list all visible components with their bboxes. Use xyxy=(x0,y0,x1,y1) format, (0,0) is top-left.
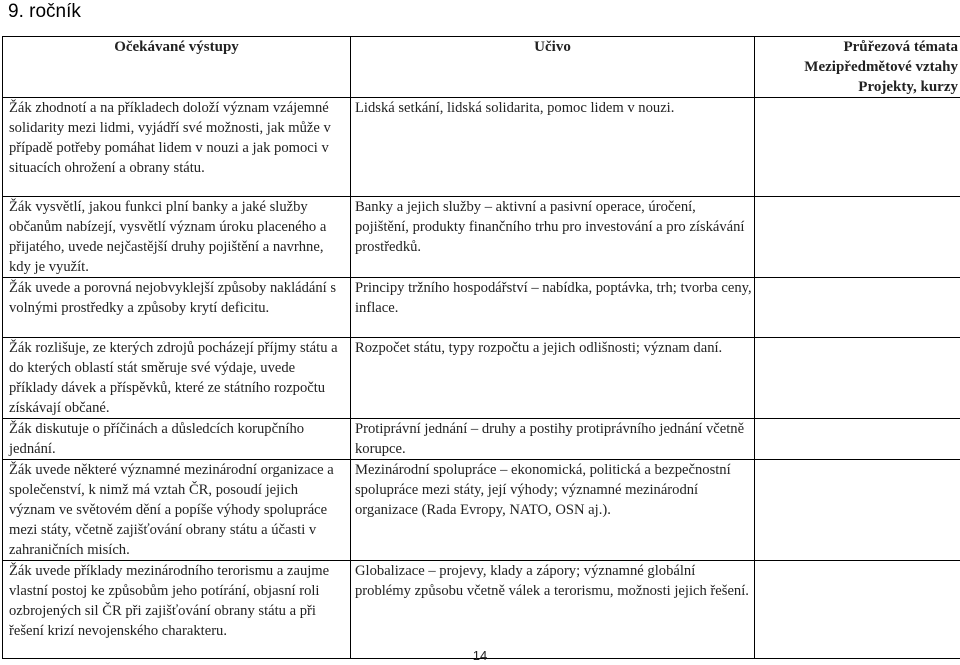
table-row xyxy=(3,278,960,338)
column-header-outcomes: Očekávané výstupy xyxy=(3,37,351,98)
table-row xyxy=(3,561,960,659)
topics-cell xyxy=(755,278,960,338)
content-cell: Principy tržního hospodářství – nabídka, poptávka, trh; tvorba ceny, inflace. xyxy=(351,278,755,338)
topics-cell xyxy=(755,197,960,278)
table-header-row xyxy=(3,37,960,98)
column-header-content: Učivo xyxy=(351,37,755,98)
curriculum-table xyxy=(2,36,960,659)
outcome-cell: Žák diskutuje o příčinách a důsledcích korupčního jednání. xyxy=(3,419,351,460)
column-header-topics-line: Mezipředmětové vztahy xyxy=(804,59,958,75)
content-cell: Globalizace – projevy, klady a zápory; významné globální problémy způsobu včetně válek a terorismu, možnosti jejich řešení. xyxy=(351,561,755,659)
content-cell: Mezinárodní spolupráce – ekonomická, politická a bezpečnostní spolupráce mezi státy, její výhody; významné mezinárodní organizace (Rada Evropy, NATO, OSN aj.). xyxy=(351,460,755,561)
content-cell: Protiprávní jednání – druhy a postihy protiprávního jednání včetně korupce. xyxy=(351,419,755,460)
table-row xyxy=(3,419,960,460)
topics-cell xyxy=(755,98,960,197)
table-row xyxy=(3,460,960,561)
table-row xyxy=(3,197,960,278)
content-cell: Banky a jejich služby – aktivní a pasivní operace, úročení, pojištění, produkty finančního trhu pro investování a pro získávání prostředků. xyxy=(351,197,755,278)
outcome-cell: Žák rozlišuje, ze kterých zdrojů pocházejí příjmy státu a do kterých oblastí stát směruje své výdaje, uvede příklady dávek a příspěvků, které ze státního rozpočtu získávají občané. xyxy=(3,338,351,419)
outcome-cell: Žák zhodnotí a na příkladech doloží význam vzájemné solidarity mezi lidmi, vyjádří své možnosti, jak může v případě potřeby pomáhat lidem v nouzi a jak pomoci v situacích ohrožení a obrany státu. xyxy=(3,98,351,197)
outcome-cell: Žák uvede některé významné mezinárodní organizace a společenství, k nimž má vztah ČR, posoudí jejich význam ve světovém dění a popíše výhody spolupráce mezi státy, včetně zajišťování obrany státu a účasti v zahraničních misích. xyxy=(3,460,351,561)
outcome-cell: Žák vysvětlí, jakou funkci plní banky a jaké služby občanům nabízejí, vysvětlí význam úroku placeného a přijatého, uvede nejčastější druhy pojištění a navrhne, kdy je využít. xyxy=(3,197,351,278)
column-header-topics xyxy=(755,37,960,98)
topics-cell xyxy=(755,561,960,659)
content-cell: Rozpočet státu, typy rozpočtu a jejich odlišnosti; význam daní. xyxy=(351,338,755,419)
table-row xyxy=(3,98,960,197)
content-cell: Lidská setkání, lidská solidarita, pomoc lidem v nouzi. xyxy=(351,98,755,197)
column-header-topics-line: Projekty, kurzy xyxy=(858,79,958,95)
outcome-cell: Žák uvede a porovná nejobvyklejší způsoby nakládání s volnými prostředky a způsoby krytí deficitu. xyxy=(3,278,351,338)
column-header-topics-line: Průřezová témata xyxy=(843,39,958,55)
table-row xyxy=(3,338,960,419)
topics-cell xyxy=(755,460,960,561)
page-heading: 9. ročník xyxy=(8,1,81,22)
topics-cell xyxy=(755,338,960,419)
outcome-cell: Žák uvede příklady mezinárodního terorismu a zaujme vlastní postoj ke způsobům jeho potírání, objasní roli ozbrojených sil ČR při zajišťování obrany státu a při řešení krizí nevojenského charakteru. xyxy=(3,561,351,659)
page-number: 14 xyxy=(472,648,488,663)
topics-cell xyxy=(755,419,960,460)
